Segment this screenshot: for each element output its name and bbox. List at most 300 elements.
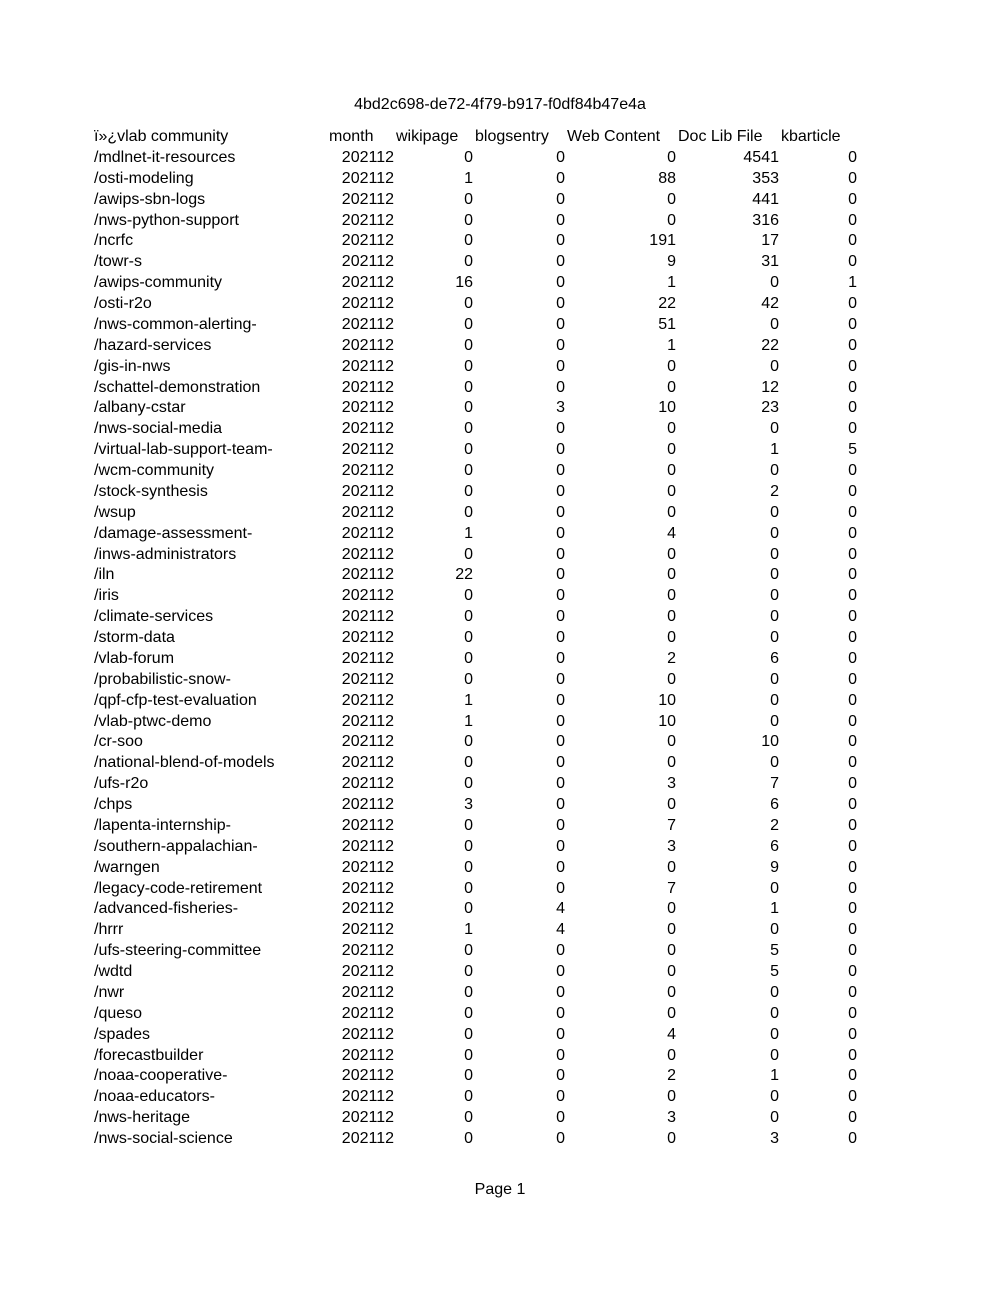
table-row xyxy=(94,524,857,545)
cell-blogsentry: 4 xyxy=(556,900,565,918)
cell-month: 202112 xyxy=(341,796,394,813)
table-row xyxy=(94,774,857,795)
cell-blogsentry: 0 xyxy=(556,232,565,250)
cell-month: 202112 xyxy=(341,879,394,897)
cell-web-content: 0 xyxy=(667,900,676,918)
cell-wikipage: 0 xyxy=(464,503,473,521)
cell-doc-lib-file: 0 xyxy=(770,503,779,521)
cell-community: /nws-heritage xyxy=(94,1109,191,1127)
cell-month: 202112 xyxy=(341,441,394,459)
cell-month: 202112 xyxy=(341,816,394,834)
table-row xyxy=(94,357,857,378)
table-row xyxy=(94,941,857,962)
header-wikipage: wikipage xyxy=(396,128,459,145)
cell-wikipage: 0 xyxy=(464,1088,473,1106)
cell-kbarticle: 0 xyxy=(848,232,857,250)
cell-month: 202112 xyxy=(341,921,394,939)
table-row xyxy=(94,586,857,607)
table-row xyxy=(94,482,857,503)
cell-web-content: 22 xyxy=(658,295,676,312)
cell-month: 202112 xyxy=(341,608,394,626)
cell-kbarticle: 0 xyxy=(848,712,857,730)
cell-web-content: 0 xyxy=(667,858,676,876)
cell-blogsentry: 0 xyxy=(556,879,565,897)
cell-blogsentry: 0 xyxy=(556,608,565,626)
table-row xyxy=(94,983,857,1004)
cell-wikipage: 0 xyxy=(464,441,473,459)
cell-community: /vlab-forum xyxy=(94,649,175,667)
cell-wikipage: 0 xyxy=(464,253,473,271)
cell-web-content: 0 xyxy=(667,1046,676,1064)
header-community: ï»¿vlab community xyxy=(94,128,229,145)
cell-community: /damage-assessment- xyxy=(94,524,253,542)
cell-month: 202112 xyxy=(341,566,394,584)
cell-wikipage: 0 xyxy=(464,336,473,354)
cell-doc-lib-file: 42 xyxy=(761,295,779,312)
cell-community: /forecastbuilder xyxy=(94,1046,204,1064)
cell-doc-lib-file: 1 xyxy=(770,900,779,918)
cell-community: /gis-in-nws xyxy=(94,357,171,375)
cell-wikipage: 1 xyxy=(464,712,473,730)
cell-doc-lib-file: 0 xyxy=(770,983,779,1001)
cell-wikipage: 0 xyxy=(464,211,473,229)
cell-doc-lib-file: 0 xyxy=(770,712,779,730)
cell-blogsentry: 0 xyxy=(556,336,565,354)
table-row xyxy=(94,732,857,753)
cell-month: 202112 xyxy=(341,837,394,855)
cell-community: /noaa-educators- xyxy=(94,1088,215,1106)
cell-wikipage: 0 xyxy=(464,858,473,876)
cell-kbarticle: 0 xyxy=(848,983,857,1001)
cell-month: 202112 xyxy=(341,775,394,793)
cell-web-content: 3 xyxy=(667,1109,676,1127)
cell-wikipage: 0 xyxy=(464,295,473,312)
cell-wikipage: 0 xyxy=(464,399,473,417)
cell-blogsentry: 4 xyxy=(556,921,565,939)
cell-kbarticle: 0 xyxy=(848,649,857,667)
cell-web-content: 0 xyxy=(667,733,676,751)
cell-community: /schattel-demonstration xyxy=(94,378,261,396)
cell-blogsentry: 0 xyxy=(556,670,565,688)
table-row xyxy=(94,169,857,190)
cell-wikipage: 1 xyxy=(464,691,473,709)
cell-community: /ncrfc xyxy=(94,232,134,250)
table-row xyxy=(94,607,857,628)
cell-blogsentry: 0 xyxy=(556,503,565,521)
cell-month: 202112 xyxy=(341,858,394,876)
table-row xyxy=(94,899,857,920)
cell-doc-lib-file: 0 xyxy=(770,274,779,292)
cell-doc-lib-file: 0 xyxy=(770,754,779,772)
cell-web-content: 88 xyxy=(658,169,676,187)
cell-community: /ufs-r2o xyxy=(94,775,149,793)
cell-web-content: 0 xyxy=(667,503,676,521)
cell-community: /vlab-ptwc-demo xyxy=(94,712,212,730)
cell-web-content: 4 xyxy=(667,1025,676,1043)
table-row xyxy=(94,440,857,461)
header-blogsentry: blogsentry xyxy=(475,128,549,145)
cell-blogsentry: 0 xyxy=(556,816,565,834)
cell-month: 202112 xyxy=(341,399,394,417)
cell-community: /nws-common-alerting- xyxy=(94,315,257,333)
cell-month: 202112 xyxy=(341,274,394,292)
cell-month: 202112 xyxy=(341,587,394,605)
table-row xyxy=(94,858,857,879)
cell-kbarticle: 0 xyxy=(848,524,857,542)
cell-kbarticle: 0 xyxy=(848,336,857,354)
cell-month: 202112 xyxy=(341,169,394,187)
cell-web-content: 0 xyxy=(667,921,676,939)
cell-doc-lib-file: 12 xyxy=(761,378,779,396)
cell-kbarticle: 0 xyxy=(848,629,857,646)
cell-web-content: 3 xyxy=(667,775,676,793)
cell-community: /ufs-steering-committee xyxy=(94,942,262,960)
cell-community: /wcm-community xyxy=(94,462,215,479)
cell-kbarticle: 0 xyxy=(848,796,857,813)
cell-blogsentry: 0 xyxy=(556,441,565,459)
cell-kbarticle: 0 xyxy=(848,357,857,375)
cell-month: 202112 xyxy=(341,545,394,563)
cell-web-content: 0 xyxy=(667,1004,676,1022)
cell-community: /osti-r2o xyxy=(94,295,152,312)
cell-web-content: 0 xyxy=(667,462,676,479)
cell-month: 202112 xyxy=(341,524,394,542)
table-row xyxy=(94,336,857,357)
cell-web-content: 0 xyxy=(667,587,676,605)
header-month: month xyxy=(329,128,374,145)
cell-month: 202112 xyxy=(341,148,394,166)
cell-blogsentry: 0 xyxy=(556,1067,565,1085)
table-row xyxy=(94,649,857,670)
cell-wikipage: 0 xyxy=(464,670,473,688)
cell-blogsentry: 0 xyxy=(556,211,565,229)
cell-wikipage: 0 xyxy=(464,420,473,438)
cell-blogsentry: 0 xyxy=(556,1004,565,1022)
cell-blogsentry: 0 xyxy=(556,357,565,375)
cell-wikipage: 0 xyxy=(464,1004,473,1022)
table-row xyxy=(94,545,857,566)
cell-wikipage: 0 xyxy=(464,754,473,772)
table-row xyxy=(94,503,857,524)
cell-blogsentry: 0 xyxy=(556,837,565,855)
cell-community: /qpf-cfp-test-evaluation xyxy=(94,691,257,709)
cell-blogsentry: 0 xyxy=(556,1088,565,1106)
cell-kbarticle: 0 xyxy=(848,963,857,980)
cell-kbarticle: 0 xyxy=(848,775,857,793)
cell-kbarticle: 0 xyxy=(848,482,857,500)
cell-web-content: 0 xyxy=(667,629,676,646)
cell-wikipage: 0 xyxy=(464,983,473,1001)
cell-web-content: 0 xyxy=(667,942,676,960)
cell-blogsentry: 0 xyxy=(556,566,565,584)
table-row xyxy=(94,1046,857,1067)
cell-web-content: 0 xyxy=(667,963,676,980)
cell-month: 202112 xyxy=(341,900,394,918)
cell-community: /southern-appalachian- xyxy=(94,837,258,855)
cell-wikipage: 0 xyxy=(464,378,473,396)
cell-community: /probabilistic-snow- xyxy=(94,670,231,688)
cell-web-content: 0 xyxy=(667,441,676,459)
table-row xyxy=(94,1108,857,1129)
cell-doc-lib-file: 0 xyxy=(770,357,779,375)
cell-wikipage: 0 xyxy=(464,587,473,605)
cell-month: 202112 xyxy=(341,232,394,250)
cell-community: /advanced-fisheries- xyxy=(94,900,239,918)
table-row xyxy=(94,378,857,399)
cell-community: /wdtd xyxy=(94,963,133,980)
cell-blogsentry: 0 xyxy=(556,545,565,563)
cell-kbarticle: 0 xyxy=(848,545,857,563)
cell-blogsentry: 0 xyxy=(556,253,565,271)
cell-community: /noaa-cooperative- xyxy=(94,1067,228,1085)
cell-wikipage: 0 xyxy=(464,649,473,667)
cell-doc-lib-file: 22 xyxy=(761,336,779,354)
cell-kbarticle: 0 xyxy=(848,670,857,688)
cell-doc-lib-file: 17 xyxy=(761,232,779,250)
cell-kbarticle: 0 xyxy=(848,1004,857,1022)
table-row xyxy=(94,211,857,232)
table-row xyxy=(94,879,857,900)
cell-month: 202112 xyxy=(341,733,394,751)
cell-month: 202112 xyxy=(341,336,394,354)
cell-community: /stock-synthesis xyxy=(94,482,208,500)
cell-blogsentry: 0 xyxy=(556,796,565,813)
cell-kbarticle: 0 xyxy=(848,378,857,396)
table-row xyxy=(94,1004,857,1025)
cell-community: /climate-services xyxy=(94,608,214,626)
table-row xyxy=(94,273,857,294)
cell-doc-lib-file: 0 xyxy=(770,462,779,479)
cell-wikipage: 0 xyxy=(464,942,473,960)
cell-web-content: 0 xyxy=(667,670,676,688)
cell-community: /chps xyxy=(94,796,133,813)
cell-month: 202112 xyxy=(341,482,394,500)
cell-blogsentry: 0 xyxy=(556,754,565,772)
cell-doc-lib-file: 0 xyxy=(770,670,779,688)
cell-web-content: 0 xyxy=(667,482,676,500)
cell-kbarticle: 0 xyxy=(848,608,857,626)
cell-doc-lib-file: 6 xyxy=(770,837,779,855)
cell-community: /spades xyxy=(94,1025,151,1043)
cell-month: 202112 xyxy=(341,503,394,521)
table-row xyxy=(94,795,857,816)
cell-wikipage: 16 xyxy=(455,274,473,292)
cell-community: /virtual-lab-support-team- xyxy=(94,441,273,459)
cell-month: 202112 xyxy=(341,253,394,271)
cell-kbarticle: 0 xyxy=(848,295,857,312)
cell-community: /queso xyxy=(94,1004,143,1022)
cell-community: /inws-administrators xyxy=(94,545,237,563)
cell-month: 202112 xyxy=(341,691,394,709)
cell-web-content: 7 xyxy=(667,879,676,897)
cell-month: 202112 xyxy=(341,211,394,229)
cell-community: /legacy-code-retirement xyxy=(94,879,263,897)
cell-kbarticle: 0 xyxy=(848,816,857,834)
cell-wikipage: 0 xyxy=(464,148,473,166)
cell-wikipage: 0 xyxy=(464,1046,473,1064)
cell-kbarticle: 0 xyxy=(848,315,857,333)
page-number: Page 1 xyxy=(474,1181,526,1198)
cell-community: /osti-modeling xyxy=(94,169,194,187)
cell-doc-lib-file: 31 xyxy=(761,253,779,271)
cell-kbarticle: 0 xyxy=(848,148,857,166)
cell-community: /storm-data xyxy=(94,629,175,646)
cell-wikipage: 0 xyxy=(464,545,473,563)
cell-doc-lib-file: 9 xyxy=(770,858,779,876)
cell-doc-lib-file: 0 xyxy=(770,1088,779,1106)
cell-kbarticle: 0 xyxy=(848,1046,857,1064)
cell-wikipage: 0 xyxy=(464,963,473,980)
table-header-row xyxy=(94,127,857,148)
cell-web-content: 0 xyxy=(667,190,676,208)
cell-month: 202112 xyxy=(341,670,394,688)
cell-month: 202112 xyxy=(341,1088,394,1106)
cell-kbarticle: 0 xyxy=(848,1025,857,1043)
cell-web-content: 0 xyxy=(667,796,676,813)
cell-web-content: 51 xyxy=(658,315,676,333)
cell-month: 202112 xyxy=(341,712,394,730)
cell-web-content: 9 xyxy=(667,253,676,271)
table-row xyxy=(94,1025,857,1046)
cell-month: 202112 xyxy=(341,420,394,438)
cell-blogsentry: 0 xyxy=(556,1025,565,1043)
cell-kbarticle: 5 xyxy=(848,441,857,459)
cell-web-content: 10 xyxy=(658,691,676,709)
cell-doc-lib-file: 7 xyxy=(770,775,779,793)
cell-wikipage: 0 xyxy=(464,629,473,646)
cell-wikipage: 0 xyxy=(464,232,473,250)
cell-blogsentry: 0 xyxy=(556,1130,565,1147)
cell-blogsentry: 0 xyxy=(556,775,565,793)
header-kbarticle: kbarticle xyxy=(781,128,841,145)
cell-wikipage: 0 xyxy=(464,879,473,897)
cell-kbarticle: 0 xyxy=(848,691,857,709)
cell-doc-lib-file: 353 xyxy=(752,169,779,187)
cell-blogsentry: 0 xyxy=(556,1109,565,1127)
cell-month: 202112 xyxy=(341,1025,394,1043)
cell-blogsentry: 0 xyxy=(556,858,565,876)
cell-blogsentry: 0 xyxy=(556,295,565,312)
cell-doc-lib-file: 0 xyxy=(770,315,779,333)
cell-wikipage: 0 xyxy=(464,775,473,793)
table-row xyxy=(94,837,857,858)
cell-month: 202112 xyxy=(341,1109,394,1127)
cell-web-content: 10 xyxy=(658,399,676,417)
cell-doc-lib-file: 0 xyxy=(770,921,779,939)
table-row xyxy=(94,1087,857,1108)
cell-doc-lib-file: 5 xyxy=(770,963,779,980)
cell-web-content: 0 xyxy=(667,1130,676,1147)
cell-month: 202112 xyxy=(341,190,394,208)
cell-kbarticle: 0 xyxy=(848,1109,857,1127)
cell-web-content: 0 xyxy=(667,566,676,584)
cell-blogsentry: 3 xyxy=(556,399,565,417)
cell-doc-lib-file: 5 xyxy=(770,942,779,960)
cell-web-content: 0 xyxy=(667,378,676,396)
cell-web-content: 0 xyxy=(667,608,676,626)
table-row xyxy=(94,231,857,252)
cell-blogsentry: 0 xyxy=(556,983,565,1001)
cell-web-content: 0 xyxy=(667,211,676,229)
cell-web-content: 191 xyxy=(649,232,676,250)
cell-kbarticle: 0 xyxy=(848,1067,857,1085)
cell-blogsentry: 0 xyxy=(556,169,565,187)
table-body xyxy=(94,148,857,1150)
table-row xyxy=(94,628,857,649)
cell-web-content: 0 xyxy=(667,983,676,1001)
cell-month: 202112 xyxy=(341,1067,394,1085)
cell-wikipage: 0 xyxy=(464,1130,473,1147)
cell-month: 202112 xyxy=(341,1046,394,1064)
cell-kbarticle: 0 xyxy=(848,1130,857,1147)
cell-web-content: 2 xyxy=(667,649,676,667)
table-row xyxy=(94,190,857,211)
cell-kbarticle: 0 xyxy=(848,503,857,521)
cell-web-content: 0 xyxy=(667,148,676,166)
cell-web-content: 0 xyxy=(667,545,676,563)
cell-month: 202112 xyxy=(341,295,394,312)
table-row xyxy=(94,315,857,336)
cell-month: 202112 xyxy=(341,1130,394,1147)
cell-wikipage: 1 xyxy=(464,169,473,187)
cell-doc-lib-file: 0 xyxy=(770,608,779,626)
table-row xyxy=(94,294,857,315)
cell-community: /iris xyxy=(94,587,119,605)
cell-blogsentry: 0 xyxy=(556,691,565,709)
cell-web-content: 1 xyxy=(667,336,676,354)
cell-doc-lib-file: 2 xyxy=(770,482,779,500)
cell-blogsentry: 0 xyxy=(556,190,565,208)
cell-kbarticle: 0 xyxy=(848,566,857,584)
cell-web-content: 0 xyxy=(667,754,676,772)
cell-doc-lib-file: 2 xyxy=(770,816,779,834)
table-row xyxy=(94,712,857,733)
cell-kbarticle: 0 xyxy=(848,733,857,751)
cell-web-content: 10 xyxy=(658,712,676,730)
cell-doc-lib-file: 441 xyxy=(752,190,779,208)
cell-community: /hazard-services xyxy=(94,336,212,354)
cell-blogsentry: 0 xyxy=(556,482,565,500)
cell-community: /wsup xyxy=(94,503,136,521)
cell-month: 202112 xyxy=(341,1004,394,1022)
cell-wikipage: 0 xyxy=(464,1109,473,1127)
cell-kbarticle: 0 xyxy=(848,942,857,960)
cell-month: 202112 xyxy=(341,754,394,772)
cell-blogsentry: 0 xyxy=(556,274,565,292)
table-row xyxy=(94,691,857,712)
cell-blogsentry: 0 xyxy=(556,587,565,605)
table-row xyxy=(94,419,857,440)
cell-wikipage: 0 xyxy=(464,462,473,479)
cell-doc-lib-file: 0 xyxy=(770,566,779,584)
cell-doc-lib-file: 0 xyxy=(770,1109,779,1127)
cell-kbarticle: 0 xyxy=(848,190,857,208)
cell-web-content: 7 xyxy=(667,816,676,834)
cell-wikipage: 0 xyxy=(464,733,473,751)
cell-web-content: 0 xyxy=(667,1088,676,1106)
cell-doc-lib-file: 4541 xyxy=(743,148,779,166)
cell-doc-lib-file: 0 xyxy=(770,629,779,646)
cell-kbarticle: 0 xyxy=(848,462,857,479)
cell-kbarticle: 0 xyxy=(848,921,857,939)
cell-blogsentry: 0 xyxy=(556,712,565,730)
cell-doc-lib-file: 0 xyxy=(770,879,779,897)
table-row xyxy=(94,252,857,273)
cell-blogsentry: 0 xyxy=(556,420,565,438)
cell-community: /nws-social-media xyxy=(94,420,223,438)
cell-community: /iln xyxy=(94,566,115,584)
document-title: 4bd2c698-de72-4f79-b917-f0df84b47e4a xyxy=(354,96,646,113)
